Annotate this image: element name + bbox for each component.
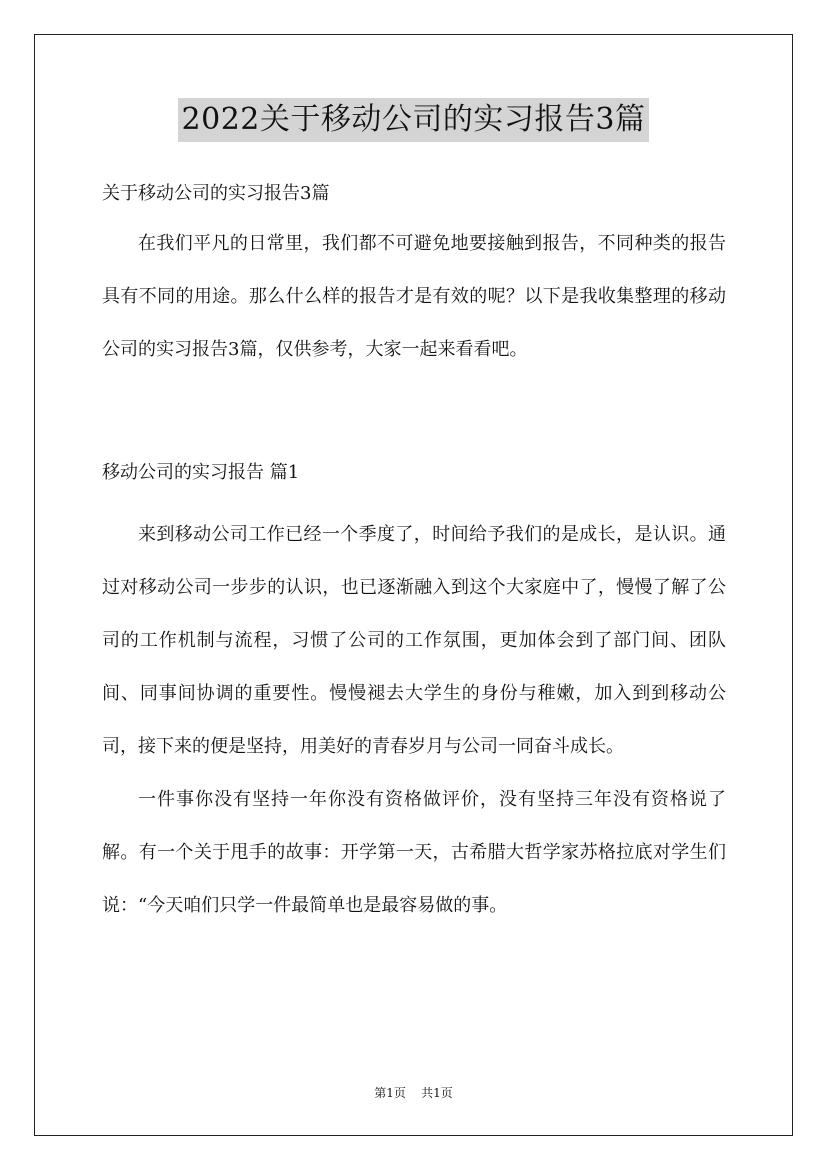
title-container bbox=[0, 98, 827, 142]
page-number-total: 共1页 bbox=[421, 1086, 453, 1100]
body-paragraph: 一件事你没有坚持一年你没有资格做评价，没有坚持三年没有资格说了解。有一个关于甩手的故事：开学第一天，古希腊大哲学家苏格拉底对学生们说：“今天咱们只学一件最简单也是最容易做的事。 bbox=[102, 789, 726, 916]
page-number-current: 第1页 bbox=[374, 1086, 406, 1100]
body-paragraph: 来到移动公司工作已经一个季度了，时间给予我们的是成长，是认识。通过对移动公司一步步的认识，也已逐渐融入到这个大家庭中了，慢慢了解了公司的工作机制与流程，习惯了公司的工作氛围，更加体会到了部门间、团队间、同事间协调的重要性。慢慢褪去大学生的身份与稚嫩，加入到到移动公司，接下来的便是坚持，用美好的青春岁月与公司一同奋斗成长。 bbox=[102, 524, 726, 757]
document-title: 2022关于移动公司的实习报告3篇 bbox=[178, 98, 650, 142]
document-subtitle: 关于移动公司的实习报告3篇 bbox=[102, 183, 330, 204]
intro-paragraph: 在我们平凡的日常里，我们都不可避免地要接触到报告，不同种类的报告具有不同的用途。那么什么样的报告才是有效的呢？以下是我收集整理的移动公司的实习报告3篇，仅供参考，大家一起来看看吧。 bbox=[102, 233, 726, 360]
document-body bbox=[102, 171, 726, 932]
page-footer bbox=[0, 1085, 827, 1101]
section-heading: 移动公司的实习报告 篇1 bbox=[102, 462, 300, 483]
